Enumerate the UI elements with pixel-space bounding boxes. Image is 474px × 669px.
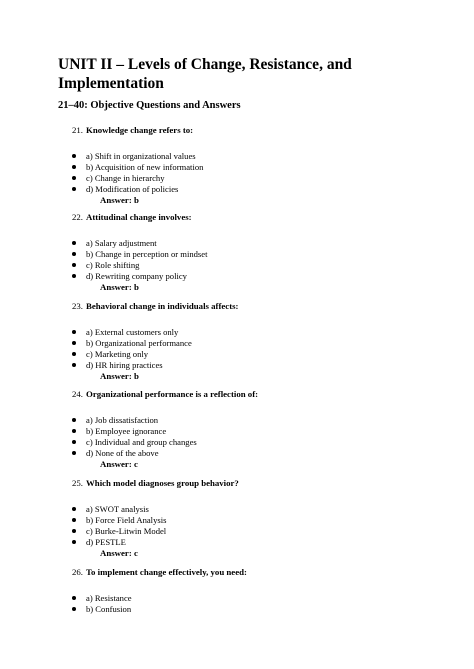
option-c (0, 260, 207, 271)
question-number: 25. (72, 478, 83, 488)
question-text: Behavioral change in individuals affects: (86, 301, 239, 311)
question-text: To implement change effectively, you need: (86, 567, 247, 577)
option-a (0, 504, 166, 515)
option-a (0, 593, 132, 604)
option-text: d) Modification of policies (86, 184, 179, 194)
option-b (0, 426, 197, 437)
answer-line (100, 371, 139, 382)
question-text: Organizational performance is a reflection of: (86, 389, 259, 399)
answer-value: c (133, 548, 138, 558)
option-c (0, 526, 166, 537)
bullet-icon (72, 252, 76, 256)
option-text: d) Rewriting company policy (86, 271, 187, 281)
option-text: b) Confusion (86, 604, 132, 614)
option-c (0, 173, 203, 184)
question-text: Which model diagnoses group behavior? (86, 478, 239, 488)
option-text: a) External customers only (86, 327, 179, 337)
answer-label: Answer: (100, 195, 132, 205)
question-number: 21. (72, 125, 83, 135)
answer-line (100, 548, 138, 559)
bullet-icon (72, 263, 76, 267)
bullet-icon (72, 274, 76, 278)
question-26 (0, 567, 474, 647)
bullet-icon (72, 352, 76, 356)
bullet-icon (72, 540, 76, 544)
question-number: 22. (72, 212, 83, 222)
option-a (0, 238, 207, 249)
option-a (0, 327, 192, 338)
bullet-icon (72, 341, 76, 345)
bullet-icon (72, 507, 76, 511)
bullet-icon (72, 176, 76, 180)
option-text: b) Change in perception or mindset (86, 249, 208, 259)
answer-value: b (133, 371, 139, 381)
answer-options (0, 151, 203, 195)
answer-label: Answer: (100, 548, 132, 558)
question-24 (0, 389, 474, 469)
bullet-icon (72, 165, 76, 169)
option-text: c) Role shifting (86, 260, 140, 270)
question-prompt (72, 389, 258, 400)
bullet-icon (72, 363, 76, 367)
option-text: d) None of the above (86, 448, 159, 458)
option-text: a) Salary adjustment (86, 238, 157, 248)
option-text: c) Change in hierarchy (86, 173, 165, 183)
question-prompt (72, 125, 193, 136)
option-text: b) Organizational performance (86, 338, 192, 348)
answer-value: b (133, 282, 139, 292)
question-22 (0, 212, 474, 292)
question-prompt (72, 301, 239, 312)
question-text: Knowledge change refers to: (86, 125, 194, 135)
answer-options (0, 415, 197, 459)
option-d (0, 448, 197, 459)
answer-options (0, 327, 192, 371)
option-b (0, 604, 132, 615)
option-text: d) HR hiring practices (86, 360, 163, 370)
option-text: a) Shift in organizational values (86, 151, 196, 161)
answer-options (0, 238, 207, 282)
bullet-icon (72, 241, 76, 245)
bullet-icon (72, 529, 76, 533)
bullet-icon (72, 440, 76, 444)
question-text: Attitudinal change involves: (86, 212, 192, 222)
bullet-icon (72, 330, 76, 334)
option-c (0, 349, 192, 360)
option-d (0, 271, 207, 282)
bullet-icon (72, 187, 76, 191)
option-text: b) Force Field Analysis (86, 515, 167, 525)
bullet-icon (72, 451, 76, 455)
option-text: d) PESTLE (86, 537, 126, 547)
question-prompt (72, 478, 239, 489)
question-number: 24. (72, 389, 83, 399)
option-b (0, 515, 166, 526)
question-number: 26. (72, 567, 83, 577)
question-prompt (72, 212, 192, 223)
option-text: b) Acquisition of new information (86, 162, 204, 172)
question-prompt (72, 567, 247, 578)
answer-value: c (133, 459, 138, 469)
bullet-icon (72, 154, 76, 158)
option-a (0, 151, 203, 162)
answer-options (0, 593, 132, 615)
option-text: c) Marketing only (86, 349, 149, 359)
option-b (0, 162, 203, 173)
option-a (0, 415, 197, 426)
answer-options (0, 504, 166, 548)
option-text: a) Resistance (86, 593, 132, 603)
answer-line (100, 282, 139, 293)
option-text: a) SWOT analysis (86, 504, 149, 514)
question-23 (0, 301, 474, 381)
option-text: c) Burke-Litwin Model (86, 526, 167, 536)
answer-value: b (133, 195, 139, 205)
unit-title: UNIT II – Levels of Change, Resistance, and Implementation (58, 56, 352, 92)
answer-label: Answer: (100, 459, 132, 469)
bullet-icon (72, 518, 76, 522)
answer-line (100, 459, 138, 470)
option-d (0, 537, 166, 548)
bullet-icon (72, 418, 76, 422)
option-text: b) Employee ignorance (86, 426, 167, 436)
option-b (0, 249, 207, 260)
option-b (0, 338, 192, 349)
answer-label: Answer: (100, 282, 132, 292)
answer-line (100, 195, 139, 206)
option-d (0, 184, 203, 195)
option-text: a) Job dissatisfaction (86, 415, 159, 425)
bullet-icon (72, 596, 76, 600)
section-heading: 21–40: Objective Questions and Answers (58, 100, 241, 111)
question-25 (0, 478, 474, 558)
question-21 (0, 125, 474, 205)
bullet-icon (72, 429, 76, 433)
question-number: 23. (72, 301, 83, 311)
option-d (0, 360, 192, 371)
bullet-icon (72, 607, 76, 611)
option-text: c) Individual and group changes (86, 437, 197, 447)
option-c (0, 437, 197, 448)
answer-label: Answer: (100, 371, 132, 381)
